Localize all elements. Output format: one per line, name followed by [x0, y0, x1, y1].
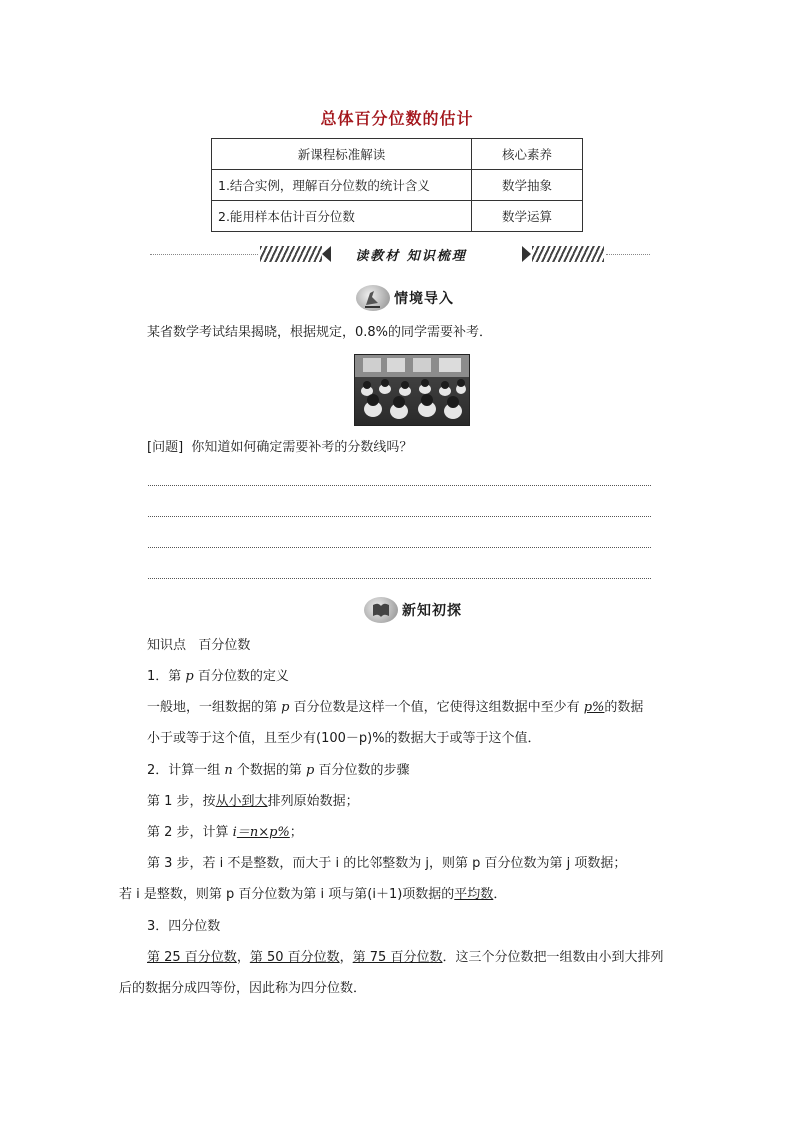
table-cell: 数学抽象 [472, 170, 583, 201]
subsection-title [147, 761, 410, 781]
table-header-cell: 新课程标准解读 [212, 139, 472, 170]
step-line [147, 823, 303, 843]
section-heading-scenario [356, 284, 454, 312]
page-title: 总体百分位数的估计 [320, 109, 474, 128]
table-header-row [212, 139, 583, 170]
banner-dotted-line-right [606, 254, 650, 255]
section-heading-text: 情境导入 [394, 291, 454, 307]
quartile-line: 后的数据分成四等份，因此称为四分位数． [119, 981, 367, 996]
subsection-title: 3．四分位数 [147, 919, 221, 934]
table-cell: 数学运算 [472, 201, 583, 232]
book-icon [364, 597, 398, 623]
text: 百分位数的步骤 [314, 763, 410, 778]
banner-hatch-right [532, 246, 604, 262]
section-banner [150, 243, 650, 267]
variable-p: p [306, 763, 315, 778]
text: 若 i 是整数，则第 p 百分位数为第 i 项与第(i＋1)项数据的 [119, 887, 455, 902]
banner-label: 读教材 知识梳理 [355, 249, 467, 264]
text: 排列原始数据； [267, 794, 359, 809]
section-heading-text: 新知初探 [402, 603, 462, 619]
banner-arrow-right-icon [522, 246, 531, 262]
text: 的数据 [604, 700, 644, 715]
table-header-cell: 核心素养 [472, 139, 583, 170]
text: 2．计算一组 [147, 763, 225, 778]
text: 1．第 [147, 669, 186, 684]
text: ．这三个分位数把一组数由小到大排列 [442, 950, 664, 965]
text: 个数据的第 [232, 763, 307, 778]
knowledge-point-label: 知识点 [147, 638, 187, 653]
answer-line [148, 485, 651, 486]
underlined-blank: 从小到大 [215, 794, 268, 809]
knowledge-point-line [147, 636, 250, 656]
step-line [147, 792, 359, 812]
intro-text: 某省数学考试结果揭晓，根据规定，0.8%的同学需要补考． [147, 325, 493, 340]
curriculum-standards-table [211, 138, 583, 232]
banner-arrow-left-icon [322, 246, 331, 262]
answer-line [148, 547, 651, 548]
step-line [119, 885, 506, 905]
table-cell: 1.结合实例，理解百分位数的统计含义 [212, 170, 472, 201]
underlined-blank: 平均数 [454, 887, 494, 902]
text: 百分位数的定义 [193, 669, 289, 684]
knowledge-point-name: 百分位数 [198, 638, 251, 653]
variable-i: i [232, 825, 237, 840]
text: 一般地，一组数据的第 [147, 700, 282, 715]
question-text: 你知道如何确定需要补考的分数线吗？ [191, 440, 413, 455]
underlined-blank: 第 75 百分位数 [352, 950, 443, 965]
question-line [147, 438, 412, 458]
variable-p: p [185, 669, 194, 684]
variable-n: n [224, 763, 233, 778]
step-line: 第 3 步，若 i 不是整数，而大于 i 的比邻整数为 j，则第 p 百分位数为第 j 项数据； [147, 856, 627, 871]
text: ， [236, 950, 250, 965]
classroom-photo [354, 354, 470, 426]
answer-line [148, 578, 651, 579]
banner-dotted-line-left [150, 254, 258, 255]
underlined-blank: p% [583, 700, 605, 715]
banner-hatch-left [260, 246, 322, 262]
text: ， [339, 950, 353, 965]
text: ． [493, 887, 507, 902]
underlined-blank: 第 25 百分位数 [147, 950, 237, 965]
subsection-title [147, 667, 289, 687]
definition-line [147, 698, 643, 718]
table-cell: 2.能用样本估计百分位数 [212, 201, 472, 232]
underlined-blank: 第 50 百分位数 [249, 950, 340, 965]
variable-p: p [281, 700, 290, 715]
answer-line [148, 516, 651, 517]
question-tag: [问题] [147, 440, 184, 455]
text: 第 2 步，计算 [147, 825, 233, 840]
table-row [212, 170, 583, 201]
section-heading-new-knowledge [364, 596, 462, 624]
text: 第 1 步，按 [147, 794, 216, 809]
table-row [212, 201, 583, 232]
text: 百分位数是这样一个值，它使得这组数据中至少有 [289, 700, 584, 715]
text: ； [289, 825, 303, 840]
pencil-icon [356, 285, 390, 311]
underlined-blank: ＝n×p% [236, 825, 290, 840]
definition-line: 小于或等于这个值，且至少有(100－p)%的数据大于或等于这个值． [147, 731, 541, 746]
quartile-line [147, 948, 663, 968]
